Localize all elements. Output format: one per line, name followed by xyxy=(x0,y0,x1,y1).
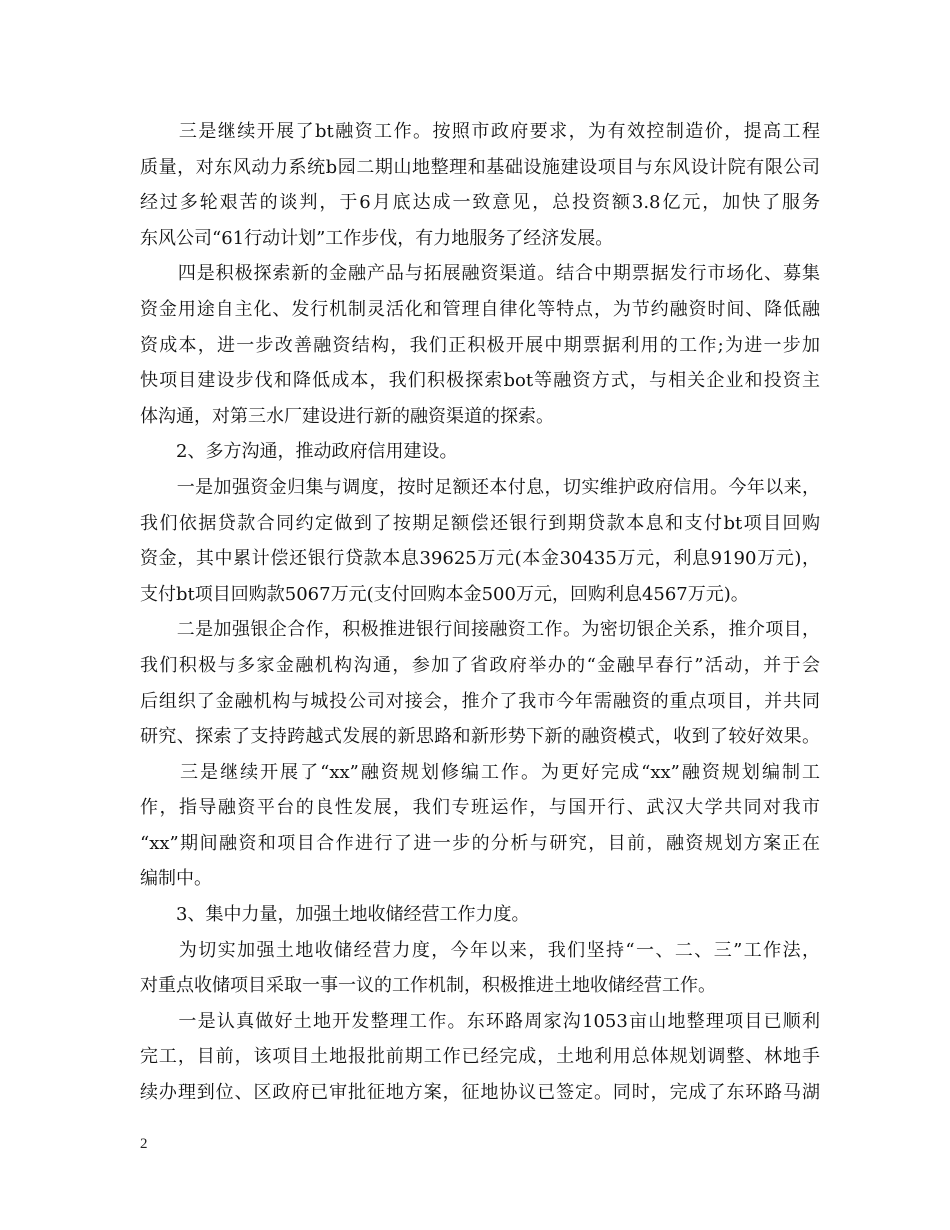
text-line: 我们积极与多家金融机构沟通，参加了省政府举办的“金融早春行”活动，并于会 xyxy=(140,654,820,676)
document-body xyxy=(140,114,820,1111)
text-line: 四是积极探索新的金融产品与拓展融资渠道。结合中期票据发行市场化、募集 xyxy=(140,263,820,285)
text-line: 3、集中力量，加强土地收储经营工作力度。 xyxy=(140,904,530,926)
text-line: “xx”期间融资和项目合作进行了进一步的分析与研究，目前，融资规划方案正在 xyxy=(140,832,820,854)
text-line: 三是继续开展了bt融资工作。按照市政府要求，为有效控制造价，提高工程 xyxy=(140,121,820,142)
text-line: 经过多轮艰苦的谈判，于6月底达成一致意见，总投资额3.8亿元，加快了服务 xyxy=(140,192,820,214)
text-line: 编制中。 xyxy=(140,868,212,890)
text-line: 资金用途自主化、发行机制灵活化和管理自律化等特点，为节约融资时间、降低融 xyxy=(140,298,820,320)
text-line: 一是认真做好土地开发整理工作。东环路周家沟1053亩山地整理项目已顺利 xyxy=(140,1010,820,1032)
text-line: 二是加强银企合作，积极推进银行间接融资工作。为密切银企关系，推介项目， xyxy=(140,619,820,641)
text-line: 质量，对东风动力系统b园二期山地整理和基础设施建设项目与东风设计院有限公司 xyxy=(140,156,820,178)
text-line: 作，指导融资平台的良性发展，我们专班运作，与国开行、武汉大学共同对我市 xyxy=(140,797,820,819)
text-line: 对重点收储项目采取一事一议的工作机制，积极推进土地收储经营工作。 xyxy=(140,975,716,997)
text-line: 资金，其中累计偿还银行贷款本息39625万元(本金30435万元，利息9190万元)， xyxy=(140,548,820,570)
text-line: 体沟通，对第三水厂建设进行新的融资渠道的探索。 xyxy=(140,405,554,427)
page-number: 2 xyxy=(140,1136,148,1152)
text-line: 东风公司“61行动计划”工作步伐，有力地服务了经济发展。 xyxy=(140,227,614,249)
text-line: 完工，目前，该项目土地报批前期工作已经完成，土地利用总体规划调整、林地手 xyxy=(140,1046,820,1068)
text-line: 一是加强资金归集与调度，按时足额还本付息，切实维护政府信用。今年以来， xyxy=(140,476,820,498)
text-line: 续办理到位、区政府已审批征地方案，征地协议已签定。同时，完成了东环路马湖 xyxy=(140,1082,820,1104)
text-line: 为切实加强土地收储经营力度，今年以来，我们坚持“一、二、三”工作法， xyxy=(140,939,820,961)
text-line: 快项目建设步伐和降低成本，我们积极探索bot等融资方式，与相关企业和投资主 xyxy=(140,370,820,392)
text-line: 2、多方沟通，推动政府信用建设。 xyxy=(140,441,458,463)
text-line: 支付bt项目回购款5067万元(支付回购本金500万元，回购利息4567万元)。 xyxy=(140,583,749,605)
text-line: 我们依据贷款合同约定做到了按期足额偿还银行到期贷款本息和支付bt项目回购 xyxy=(140,512,820,534)
text-line: 后组织了金融机构与城投公司对接会，推介了我市今年需融资的重点项目，并共同 xyxy=(140,690,820,712)
text-line: 三是继续开展了“xx”融资规划修编工作。为更好完成“xx”融资规划编制工 xyxy=(140,761,820,783)
text-line: 研究、探索了支持跨越式发展的新思路和新形势下新的融资模式，收到了较好效果。 xyxy=(140,726,820,748)
text-line: 资成本，进一步改善融资结构，我们正积极开展中期票据利用的工作;为进一步加 xyxy=(140,334,820,356)
